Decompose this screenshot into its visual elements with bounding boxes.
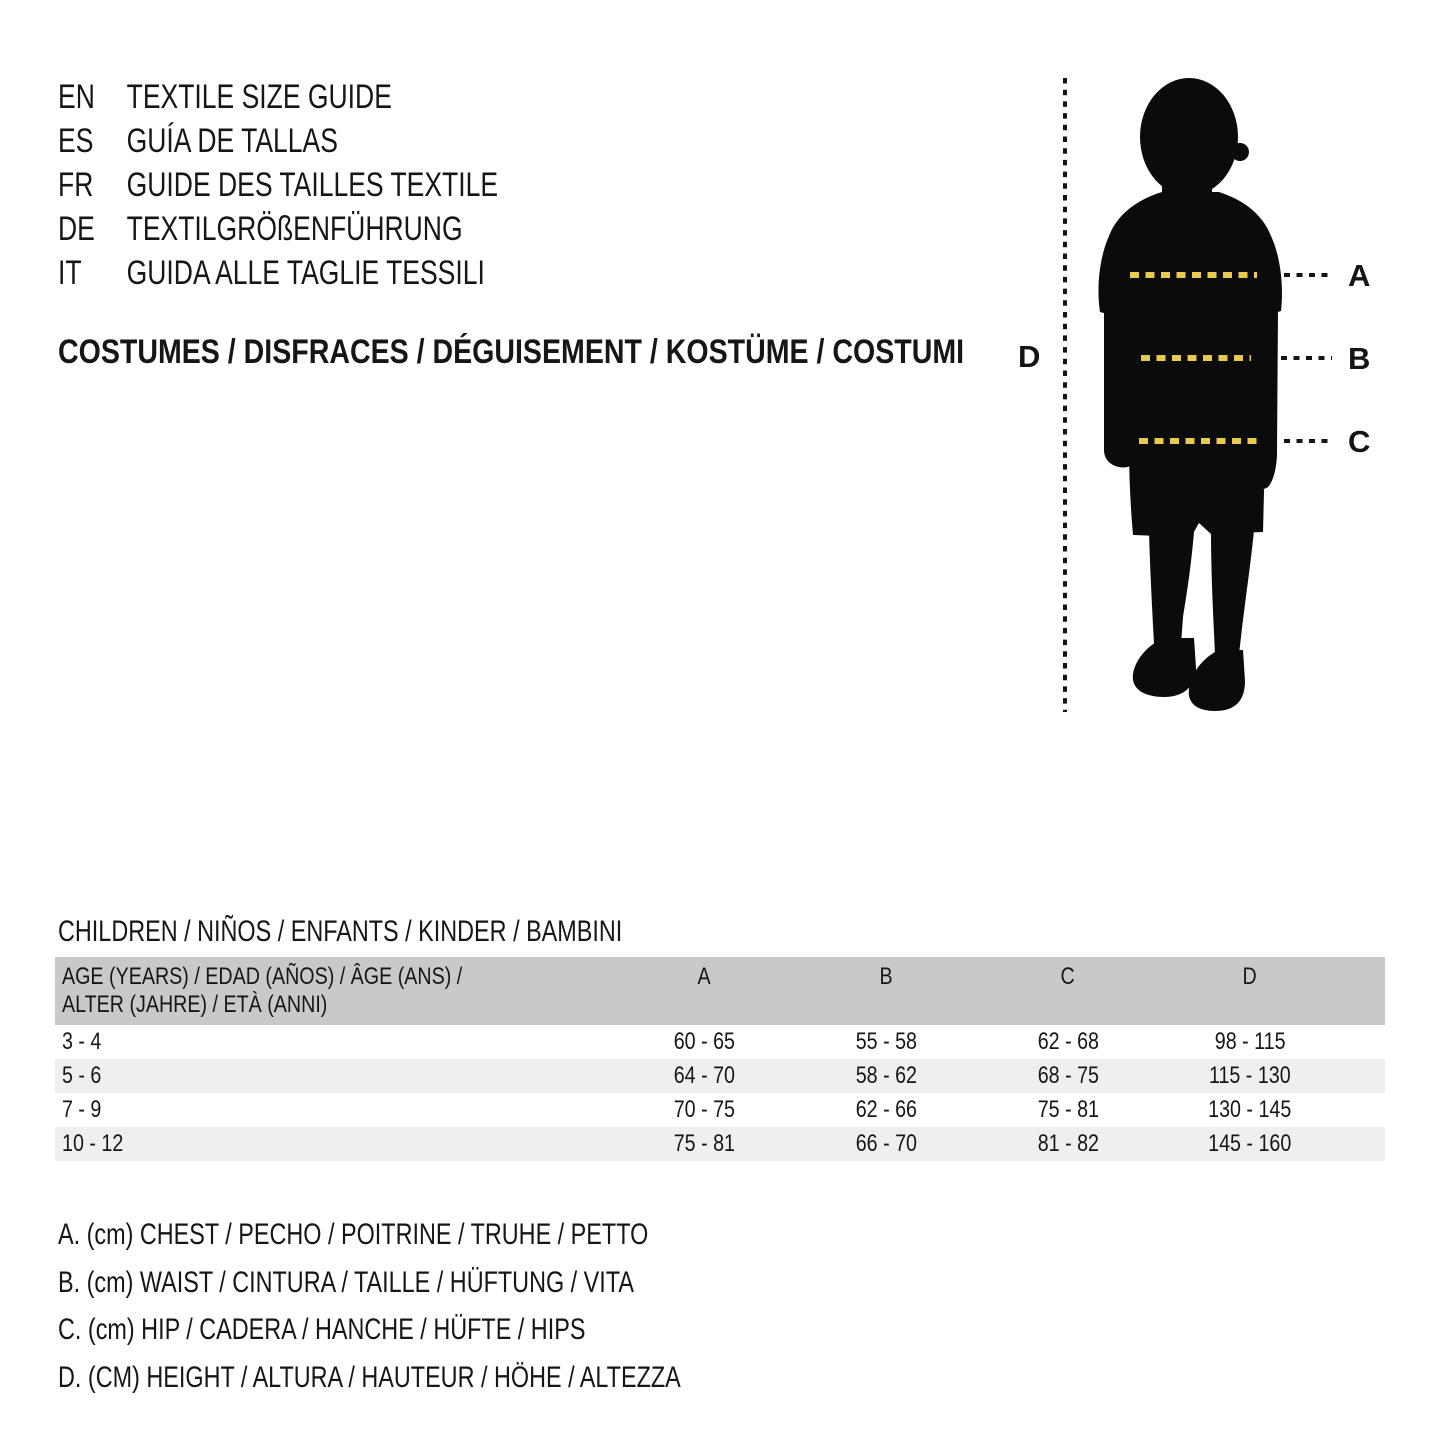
age-value: 7 - 9: [62, 1096, 102, 1123]
height-range: 115 - 130: [1209, 1062, 1291, 1089]
table-row: [55, 1025, 1385, 1059]
language-title: GUIDA ALLE TAGLIE TESSILI: [126, 254, 485, 292]
height-label: D: [1018, 339, 1041, 374]
age-header-line1: AGE (YEARS) / EDAD (AÑOS) / ÂGE (ANS) /: [62, 963, 463, 990]
measurement-figure: [1000, 60, 1400, 730]
hip-cell: [977, 1093, 1159, 1127]
column-header-c-text: C: [1060, 963, 1076, 990]
column-header-b: [795, 957, 977, 991]
language-title: GUIDE DES TAILLES TEXTILE: [126, 166, 499, 204]
age-cell: [55, 1127, 613, 1161]
language-title: TEXTILE SIZE GUIDE: [126, 78, 392, 116]
age-column-header: [55, 957, 613, 1019]
column-header-d: [1159, 957, 1341, 991]
column-header-c: [977, 957, 1159, 991]
language-row-fr: [58, 163, 498, 207]
legend-height-text: D. (CM) HEIGHT / ALTURA / HAUTEUR / HÖHE / ALTEZZA: [58, 1360, 681, 1394]
language-title-list: [58, 75, 622, 295]
size-table-body: [55, 1025, 1385, 1161]
chest-range: 75 - 81: [673, 1130, 735, 1157]
column-header-a: [613, 957, 795, 991]
language-title: TEXTILGRÖßENFÜHRUNG: [126, 210, 463, 248]
height-range: 130 - 145: [1208, 1096, 1292, 1123]
silhouette-left-shoe: [1133, 638, 1196, 697]
table-section-title: [58, 912, 781, 952]
waist-label: B: [1348, 341, 1371, 376]
waist-range: 55 - 58: [855, 1028, 917, 1055]
height-range: 145 - 160: [1208, 1130, 1292, 1157]
hip-cell: [977, 1059, 1159, 1093]
age-value: 3 - 4: [62, 1028, 102, 1055]
age-cell: [55, 1093, 613, 1127]
chest-cell: [613, 1059, 795, 1093]
legend-waist-text: B. (cm) WAIST / CINTURA / TAILLE / HÜFTUNG / VITA: [58, 1265, 634, 1299]
height-range: 98 - 115: [1214, 1028, 1286, 1055]
table-row: [55, 1127, 1385, 1161]
legend-waist: [58, 1259, 856, 1307]
silhouette-left-leg: [1149, 532, 1194, 644]
hip-range: 81 - 82: [1037, 1130, 1099, 1157]
height-cell: [1159, 1025, 1341, 1059]
language-row-es: [58, 119, 498, 163]
language-code: EN: [58, 78, 95, 116]
language-code: FR: [58, 166, 94, 204]
age-cell: [55, 1059, 613, 1093]
silhouette-shorts: [1129, 402, 1264, 537]
hip-cell: [977, 1025, 1159, 1059]
legend-hip-text: C. (cm) HIP / CADERA / HANCHE / HÜFTE / HIPS: [58, 1313, 586, 1346]
legend-chest-text: A. (cm) CHEST / PECHO / POITRINE / TRUHE / PETTO: [58, 1218, 649, 1251]
waist-range: 66 - 70: [855, 1130, 917, 1157]
chest-label: A: [1348, 258, 1371, 293]
size-table-header: [55, 957, 1385, 1025]
hip-cell: [977, 1127, 1159, 1161]
silhouette-right-leg: [1211, 530, 1254, 654]
chest-cell: [613, 1025, 795, 1059]
hip-range: 62 - 68: [1037, 1028, 1099, 1055]
category-heading: COSTUMES / DISFRACES / DÉGUISEMENT / KOSTÜME / COSTUMI: [58, 333, 965, 371]
language-row-it: [58, 251, 498, 295]
hip-range: 68 - 75: [1037, 1062, 1099, 1089]
chest-range: 70 - 75: [673, 1096, 735, 1123]
language-code: ES: [58, 122, 94, 160]
waist-cell: [795, 1093, 977, 1127]
column-header-b-text: B: [879, 963, 893, 990]
measurement-legend: [58, 1211, 856, 1401]
table-section-title-text: CHILDREN / NIÑOS / ENFANTS / KINDER / BAMBINI: [58, 915, 623, 948]
age-header-line2: ALTER (JAHRE) / ETÀ (ANNI): [62, 991, 328, 1018]
chest-cell: [613, 1127, 795, 1161]
age-value: 5 - 6: [62, 1062, 102, 1089]
waist-cell: [795, 1025, 977, 1059]
language-row-de: [58, 207, 498, 251]
height-cell: [1159, 1059, 1341, 1093]
language-code: DE: [58, 210, 95, 248]
language-row-en: [58, 75, 498, 119]
language-code: IT: [58, 254, 82, 292]
child-silhouette: [1098, 78, 1282, 711]
legend-height: [58, 1354, 856, 1402]
table-row: [55, 1059, 1385, 1093]
height-cell: [1159, 1093, 1341, 1127]
hip-label: C: [1348, 424, 1371, 459]
legend-chest: [58, 1211, 856, 1259]
silhouette-ear: [1231, 143, 1249, 161]
chest-range: 60 - 65: [673, 1028, 735, 1055]
language-title: GUÍA DE TALLAS: [126, 122, 338, 160]
waist-cell: [795, 1059, 977, 1093]
waist-range: 62 - 66: [855, 1096, 917, 1123]
waist-range: 58 - 62: [855, 1062, 917, 1089]
height-cell: [1159, 1127, 1341, 1161]
hip-range: 75 - 81: [1037, 1096, 1099, 1123]
silhouette-right-shoe: [1189, 650, 1245, 711]
legend-hip: [58, 1306, 856, 1354]
chest-cell: [613, 1093, 795, 1127]
silhouette-head: [1140, 78, 1238, 196]
size-table: [55, 957, 1385, 1161]
column-header-a-text: A: [697, 963, 711, 990]
age-value: 10 - 12: [62, 1130, 124, 1157]
age-cell: [55, 1025, 613, 1059]
waist-cell: [795, 1127, 977, 1161]
measurement-figure-svg: [1000, 60, 1400, 730]
chest-range: 64 - 70: [673, 1062, 735, 1089]
column-header-d-text: D: [1242, 963, 1258, 990]
table-row: [55, 1093, 1385, 1127]
